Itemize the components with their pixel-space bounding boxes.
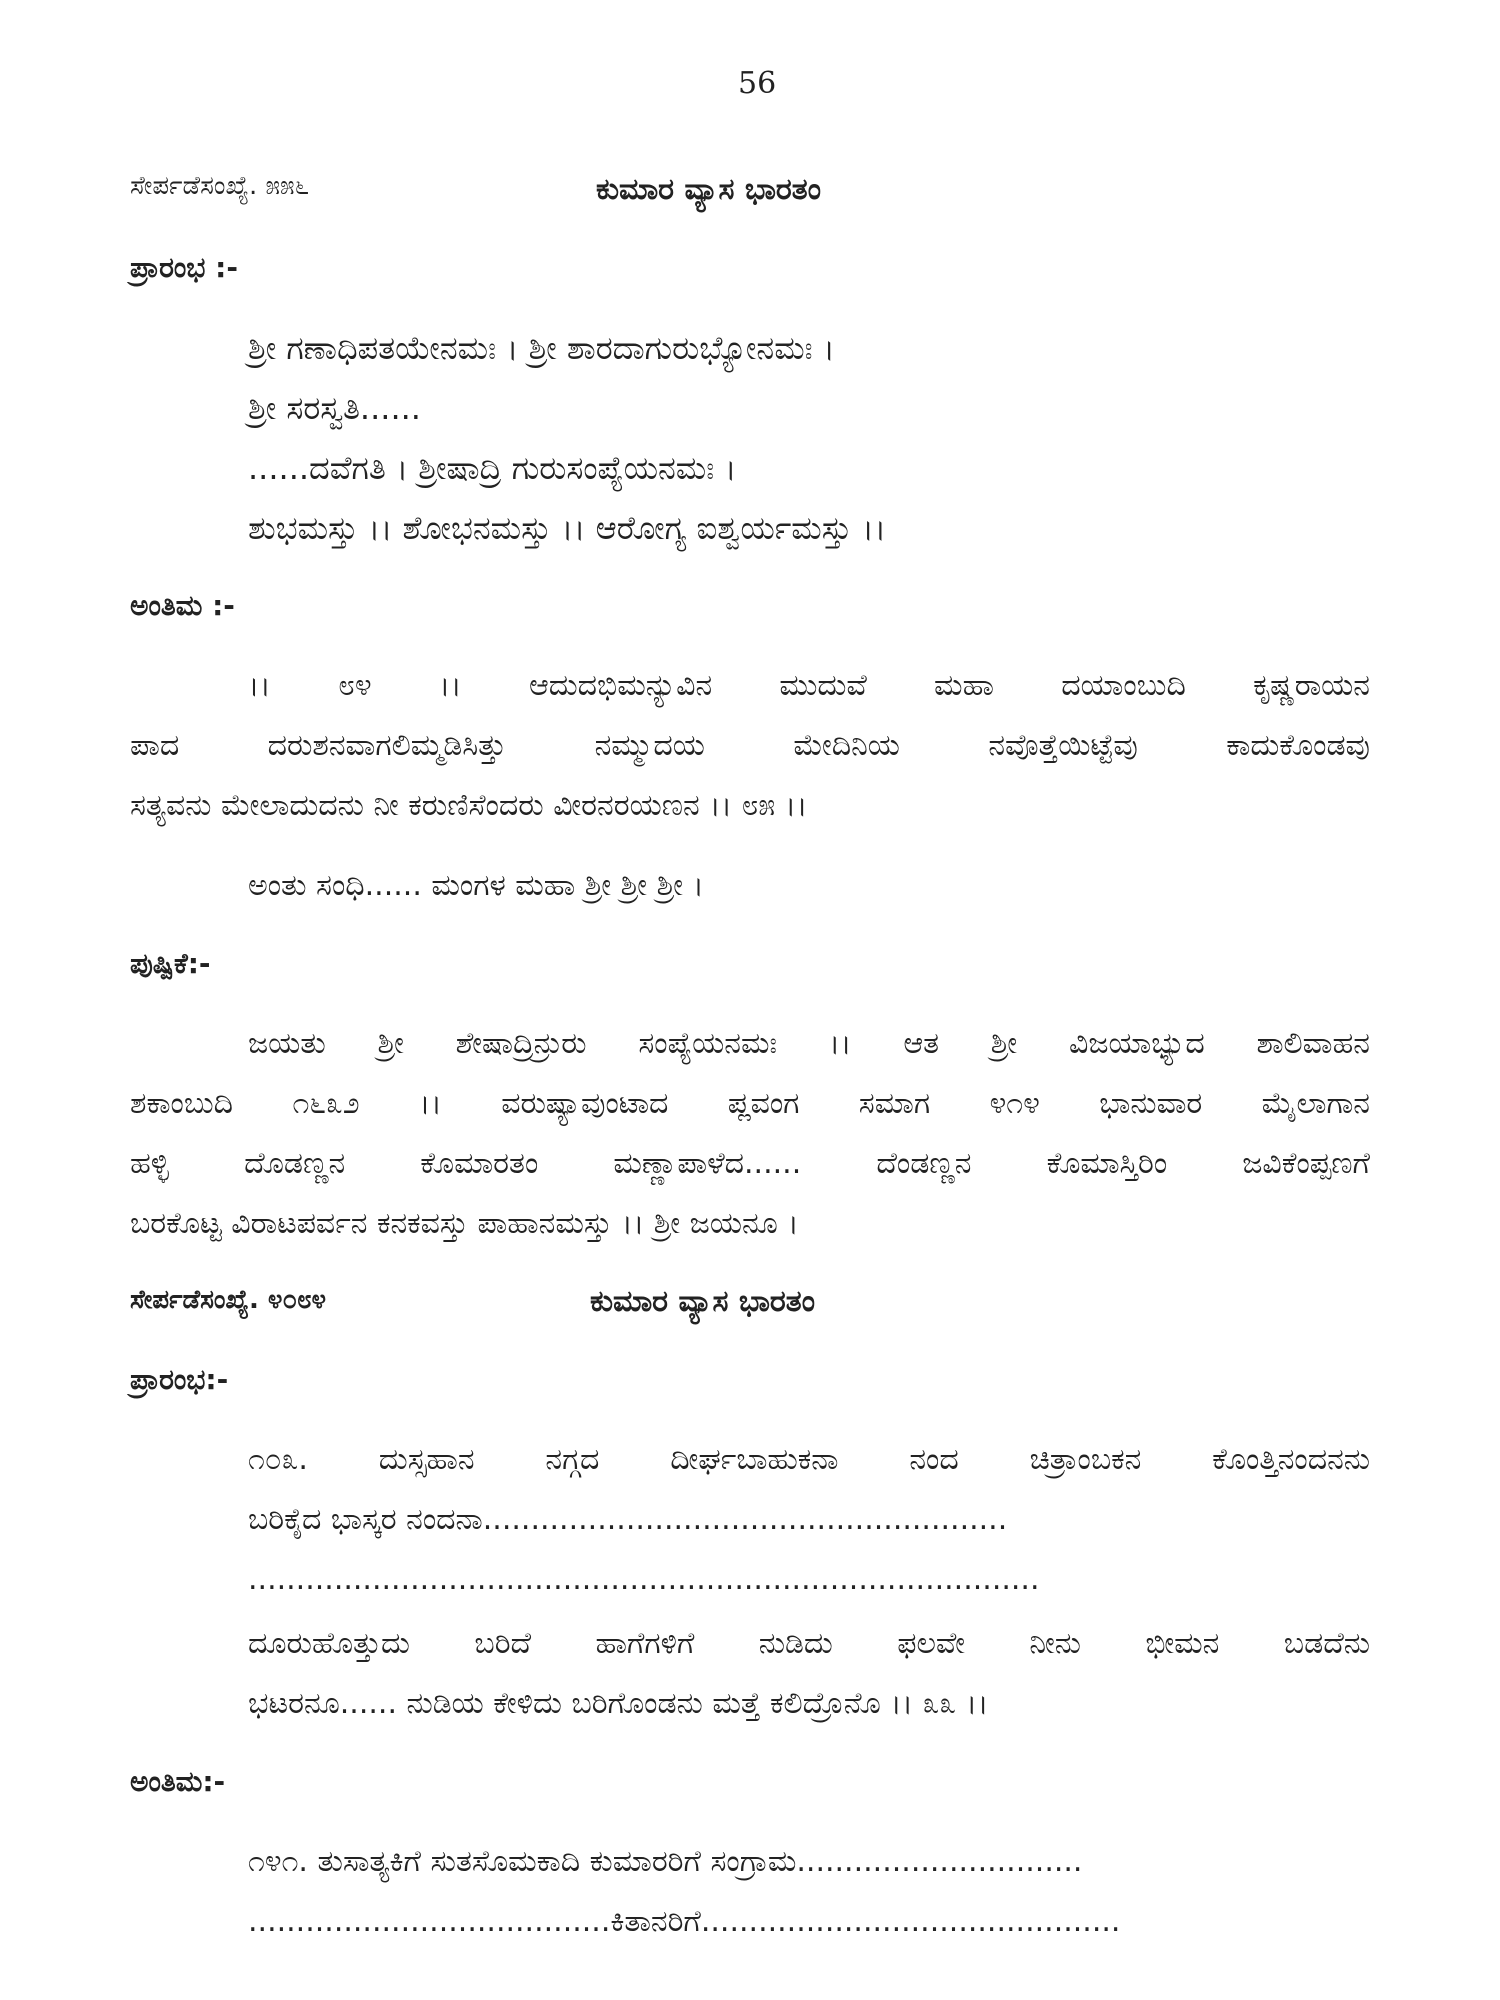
entry-1-opening-line-2: ಶ್ರೀ ಸರಸ್ವತಿ...... bbox=[248, 389, 421, 427]
entry-2-opening-heading: ಪ್ರಾರಂಭ:- bbox=[130, 1363, 229, 1396]
entry-2-opening-line-4: ದೂರುಹೊತ್ತುದು ಬರಿದೆ ಹಾಗೆಗಳಿಗೆ ನುಡಿದು ಫಲವೇ ನೀನು ಭೀಮನ ಬಡದೆನು bbox=[248, 1626, 1370, 1661]
entry-1-colophon-heading: ಪುಷ್ಪಿಕೆ:- bbox=[130, 947, 211, 980]
entry-1-colophon-line-2: ಶಕಾಂಬುದಿ ೧೬೩೨ ।। ವರುಷ್ಯಾವುಂಟಾದ ಪ್ಲವಂಗ ಸಮಾಗ ೪೧೪ ಭಾನುವಾರ ಮೈಲಾಗಾನ bbox=[130, 1086, 1370, 1121]
entry-1-ending-line-3: ಸತ್ಯವನು ಮೇಲಾದುದನು ನೀ ಕರುಣಿಸೆಂದರು ವೀರನರಯಣನ ।। ೮೫ ।। bbox=[130, 788, 808, 823]
entry-2-ending-heading: ಅಂತಿಮ:- bbox=[130, 1765, 226, 1798]
entry-1-title: ಕುಮಾರ ವ್ಯಾಸ ಭಾರತಂ bbox=[596, 172, 821, 207]
entry-1-opening-heading: ಪ್ರಾರಂಭ :- bbox=[130, 251, 238, 284]
entry-1-opening-line-3: ......ದವೆಗತಿ । ಶ್ರೀಷಾದ್ರಿ ಗುರುಸಂಪ್ಯೆಯನಮಃ । bbox=[248, 449, 737, 487]
entry-2-opening-line-3: ................................................................................... bbox=[248, 1562, 1040, 1597]
entry-2-title: ಕುಮಾರ ವ್ಯಾಸ ಭಾರತಂ bbox=[590, 1284, 815, 1319]
entry-1-serial-label: ಸೇರ್ಪಡೆಸಂಖ್ಯೆ. ೫೫೬ bbox=[130, 171, 310, 201]
entry-1-ending-line-1: ।। ೮೪ ।। ಆದುದಭಿಮನ್ಯುವಿನ ಮುದುವೆ ಮಹಾ ದಯಾಂಬುದಿ ಕೃಷ್ಣರಾಯನ bbox=[248, 668, 1370, 703]
entry-2-opening-line-1: ೧೦೩. ದುಸ್ಸಹಾನ ನಗ್ಗದ ದೀರ್ಘಬಾಹುಕನಾ ನಂದ ಚಿತ್ರಾಂಬಕನ ಕೊಂತ್ತಿನಂದನನು bbox=[248, 1442, 1370, 1477]
entry-1-colophon-line-3: ಹಳ್ಳಿ ದೊಡಣ್ಣನ ಕೊಮಾರತಂ ಮಣ್ಣಾಪಾಳೆದ...... ದೆಂಡಣ್ಣನ ಕೊಮಾಸ್ತಿರಿಂ ಜವಿಕೆಂಪ್ಪಣಗೆ bbox=[130, 1146, 1370, 1181]
entry-2-opening-line-5: ಭಟರನೂ...... ನುಡಿಯ ಕೇಳಿದು ಬರಿಗೊಂಡನು ಮತ್ತೆ ಕಲಿದ್ರೊನೊ ।। ೩೩ ।। bbox=[248, 1686, 989, 1721]
entry-1-opening-line-1: ಶ್ರೀ ಗಣಾಧಿಪತಯೇನಮಃ । ಶ್ರೀ ಶಾರದಾಗುರುಭ್ಯೋನಮಃ । bbox=[248, 329, 835, 367]
entry-1-ending-line-2: ಪಾದ ದರುಶನವಾಗಲಿಮ್ಮಡಿಸಿತ್ತು ನಮ್ಮುದಯ ಮೇದಿನಿಯ ನವೊತ್ತೆಯಿಟ್ಟೆವು ಕಾದುಕೊಂಡವು bbox=[130, 728, 1370, 763]
entry-2-ending-line-1: ೧೪೧. ತುಸಾತ್ಯಕಿಗೆ ಸುತಸೊಮಕಾದಿ ಕುಮಾರರಿಗೆ ಸಂಗ್ರಾಮ.............................. bbox=[248, 1844, 1083, 1879]
entry-2-opening-line-2: ಬರಿಕೈದ ಭಾಸ್ಕರ ನಂದನಾ....................................................... bbox=[248, 1502, 1008, 1537]
entry-1-colophon-line-1: ಜಯತು ಶ್ರೀ ಶೇಷಾದ್ರಿನ್ರುರು ಸಂಪ್ಯೆಯನಮಃ ।। ಆತ ಶ್ರೀ ವಿಜಯಾಭ್ಯುದ ಶಾಲಿವಾಹನ bbox=[248, 1026, 1370, 1061]
entry-1-colophon-line-4: ಬರಕೊಟ್ಟ ವಿರಾಟಪರ್ವನ ಕನಕವಸ್ತು ಪಾಹಾನಮಸ್ತು ।। ಶ್ರೀ ಜಯನೂ । bbox=[130, 1206, 799, 1241]
entry-1-opening-line-4: ಶುಭಮಸ್ತು ।। ಶೋಭನಮಸ್ತು ।। ಆರೋಗ್ಯ ಐಶ್ವರ್ಯಮಸ್ತು ।। bbox=[248, 509, 887, 547]
entry-2-ending-line-2: ......................................ಕಿತಾನರಿಗೆ............................................ bbox=[248, 1904, 1121, 1939]
entry-2-serial-label: ಸೇರ್ಪಡೆಸಂಖ್ಯೆ. ೪೦೮೪ bbox=[130, 1285, 327, 1315]
entry-1-ending-close: ಅಂತು ಸಂಧಿ...... ಮಂಗಳ ಮಹಾ ಶ್ರೀ ಶ್ರೀ ಶ್ರೀ । bbox=[248, 868, 704, 903]
page-number: 56 bbox=[738, 66, 777, 101]
entry-1-ending-heading: ಅಂತಿಮ :- bbox=[130, 589, 235, 622]
